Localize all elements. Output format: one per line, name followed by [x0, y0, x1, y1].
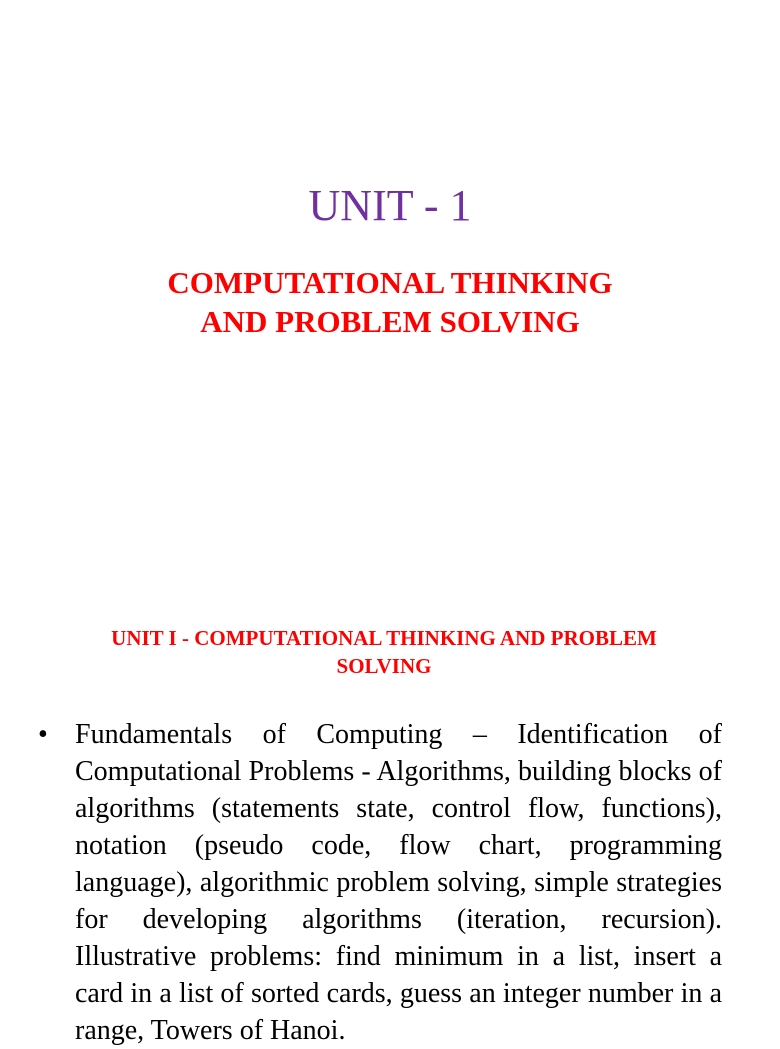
unit-subtitle-line-2: AND PROBLEM SOLVING	[200, 304, 580, 339]
syllabus-heading-line-2: SOLVING	[336, 654, 432, 678]
syllabus-bullet-item	[36, 716, 722, 1049]
syllabus-slide	[0, 576, 768, 1046]
syllabus-bullet-text: Fundamentals of Computing – Identification of Computational Problems - Algorithms, building blocks of algorithms (statements state, control flow, functions), notation (pseudo code, flow chart, programming language), algorithmic problem solving, simple strategies for developing algorithms (iteration, recursion). Illustrative problems: find minimum in a list, insert a card in a list of sorted cards, guess an integer number in a range, Towers of Hanoi.	[75, 719, 722, 1046]
syllabus-heading	[64, 624, 704, 680]
unit-title: UNIT - 1	[308, 181, 472, 230]
syllabus-bullet-list	[36, 716, 722, 1049]
unit-subtitle-line-1: COMPUTATIONAL THINKING	[167, 265, 613, 300]
syllabus-heading-line-1: UNIT I - COMPUTATIONAL THINKING AND PROBLEM	[111, 626, 657, 650]
unit-subtitle	[0, 263, 780, 341]
bullet-dot-icon: •	[38, 719, 48, 750]
